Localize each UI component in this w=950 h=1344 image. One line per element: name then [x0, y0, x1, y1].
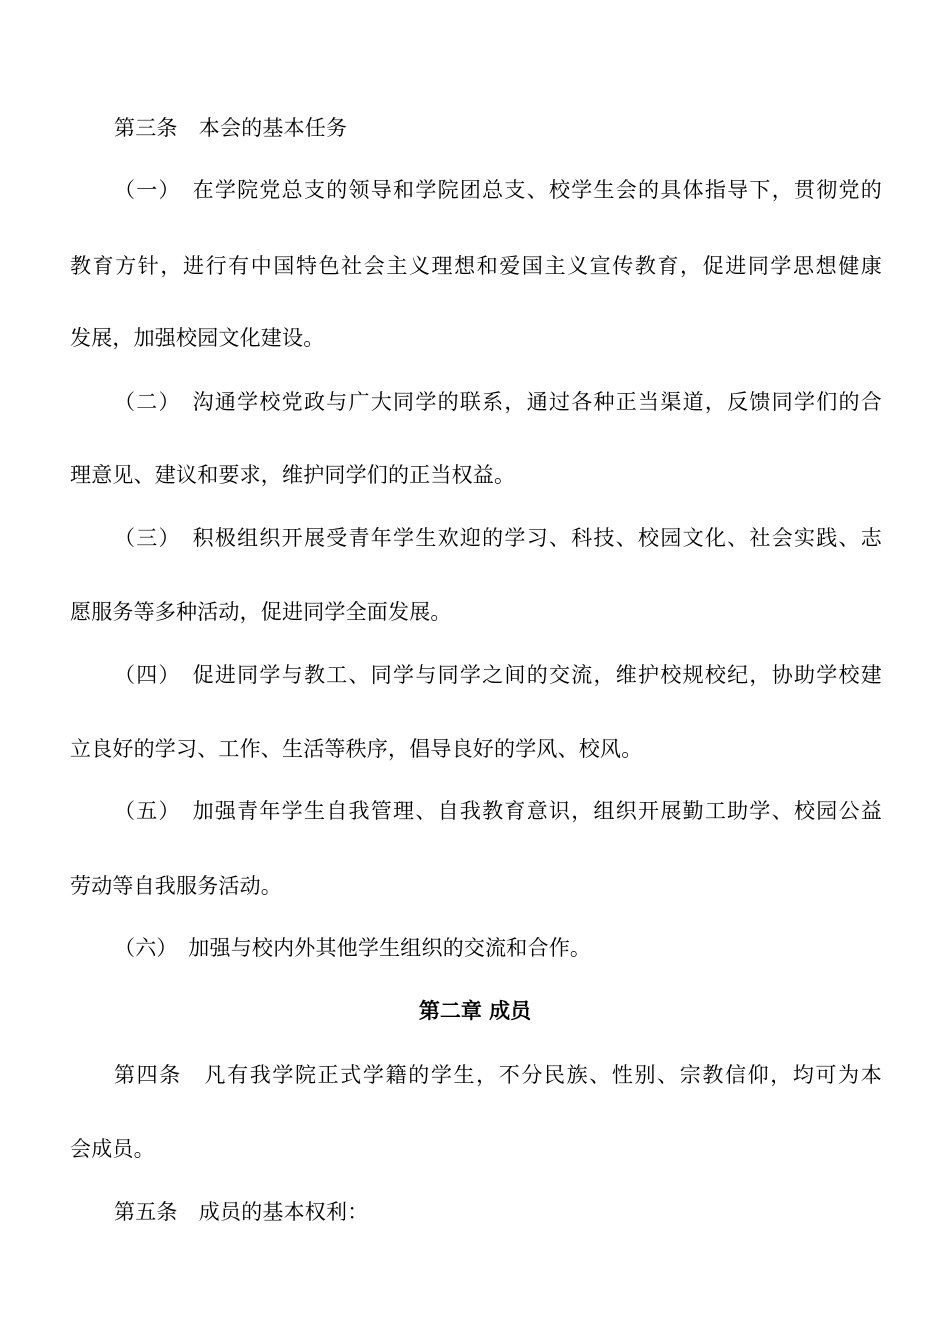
task-3-line-1: （三） 积极组织开展受青年学生欢迎的学习、科技、校园文化、社会实践、志: [114, 526, 882, 550]
task-6-line-1: （六） 加强与校内外其他学生组织的交流和合作。: [114, 936, 592, 960]
article-4-line-2: 会成员。: [70, 1137, 155, 1161]
task-1-line-3: 发展，加强校园文化建设。: [70, 326, 325, 350]
task-1-line-2: 教育方针，进行有中国特色社会主义理想和爱国主义宣传教育，促进同学思想健康: [70, 254, 882, 278]
task-4-line-2: 立良好的学习、工作、生活等秩序，倡导良好的学风、校风。: [70, 737, 643, 761]
task-2-line-1: （二） 沟通学校党政与广大同学的联系，通过各种正当渠道，反馈同学们的合: [114, 390, 882, 414]
task-5-line-2: 劳动等自我服务活动。: [70, 874, 282, 898]
article-5-line-1: 第五条 成员的基本权利：: [114, 1200, 369, 1224]
task-2-line-2: 理意见、建议和要求，维护同学们的正当权益。: [70, 463, 516, 487]
task-4-line-1: （四） 促进同学与教工、同学与同学之间的交流，维护校规校纪，协助学校建: [114, 663, 882, 687]
task-3-line-2: 愿服务等多种活动，促进同学全面发展。: [70, 600, 452, 624]
article-3-title: 第三条 本会的基本任务: [114, 116, 348, 140]
chapter-2-heading: 第二章 成员: [418, 999, 532, 1023]
task-5-line-1: （五） 加强青年学生自我管理、自我教育意识，组织开展勤工助学、校园公益: [114, 799, 882, 823]
article-4-line-1: 第四条 凡有我学院正式学籍的学生，不分民族、性别、宗教信仰，均可为本: [114, 1063, 882, 1087]
task-1-line-1: （一） 在学院党总支的领导和学院团总支、校学生会的具体指导下，贯彻党的: [114, 178, 882, 202]
